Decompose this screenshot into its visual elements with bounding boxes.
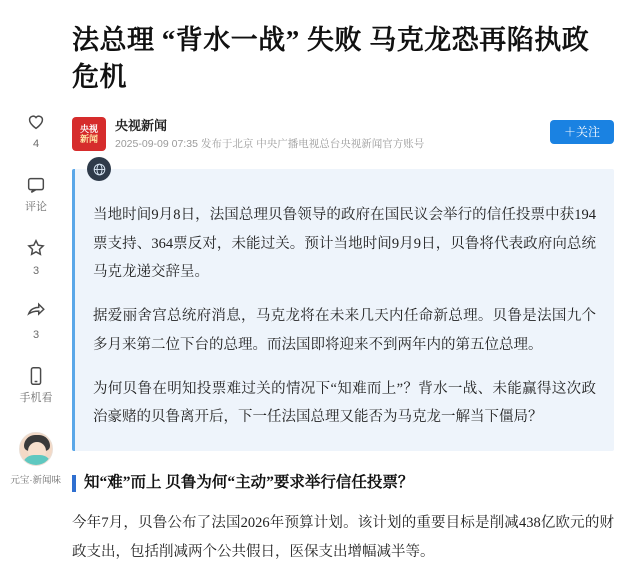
- assistant-entry[interactable]: [9, 432, 62, 486]
- section-title: 知“难”而上 贝鲁为何“主动”要求举行信任投票？: [84, 474, 414, 492]
- favorite-button[interactable]: [23, 235, 49, 277]
- comment-button[interactable]: [23, 172, 49, 213]
- section-heading: [72, 473, 614, 493]
- action-rail: [0, 0, 72, 587]
- avatar: [19, 432, 53, 466]
- article-content: [72, 0, 640, 587]
- star-icon: [23, 235, 49, 261]
- comment-label: 评论: [25, 201, 47, 214]
- mobile-view-button[interactable]: [20, 363, 53, 404]
- assistant-label: 元宝·新闻味: [10, 475, 62, 487]
- share-icon: [23, 299, 49, 325]
- cctv-logo-icon: [72, 117, 106, 151]
- summary-card: [72, 169, 614, 451]
- globe-icon: [87, 157, 111, 181]
- like-button[interactable]: [23, 108, 49, 150]
- like-count: 4: [32, 138, 40, 150]
- share-count: 3: [32, 329, 40, 342]
- favorite-count: 3: [32, 265, 40, 278]
- source-name: 央视新闻: [115, 118, 168, 134]
- article-meta: [72, 117, 614, 151]
- publish-info: 2025-09-09 07:35 发布于北京 中央广播电视总台央视新闻官方账号: [115, 138, 425, 151]
- follow-button[interactable]: ＋关注: [550, 120, 614, 144]
- comment-icon: [23, 172, 49, 198]
- logo-line-1: 央视: [79, 124, 98, 135]
- card-paragraph-1: 当地时间9月8日，法国总理贝鲁领导的政府在国民议会举行的信任投票中获194票支持、364票反对，未能过关。预计当地时间9月9日，贝鲁将代表政府向总统马克龙递交辞呈。: [93, 207, 596, 280]
- heart-icon: [23, 108, 49, 134]
- section-accent-bar: [72, 475, 76, 492]
- mobile-view-label: 手机看: [19, 392, 53, 405]
- share-button[interactable]: [23, 299, 49, 341]
- card-paragraph-3: 为何贝鲁在明知投票难过关的情况下“知难而上”？背水一战、未能赢得这次政治豪赌的贝鲁离开后，下一任法国总理又能否为马克龙一解当下僵局？: [93, 380, 596, 426]
- page-title: 法总理 “背水一战” 失败 马克龙恐再陷执政危机: [72, 25, 590, 92]
- body-paragraph: 今年7月，贝鲁公布了法国2026年预算计划。该计划的重要目标是削减438亿欧元的财政支出，包括削减两个公共假日，医保支出增幅减半等。: [72, 515, 614, 560]
- logo-line-2: 新闻: [79, 134, 98, 145]
- card-paragraph-2: 据爱丽舍宫总统府消息，马克龙将在未来几天内任命新总理。贝鲁是法国九个多月来第二位下台的总理。而法国即将迎来不到两年内的第五位总理。: [93, 308, 596, 353]
- phone-icon: [23, 363, 49, 389]
